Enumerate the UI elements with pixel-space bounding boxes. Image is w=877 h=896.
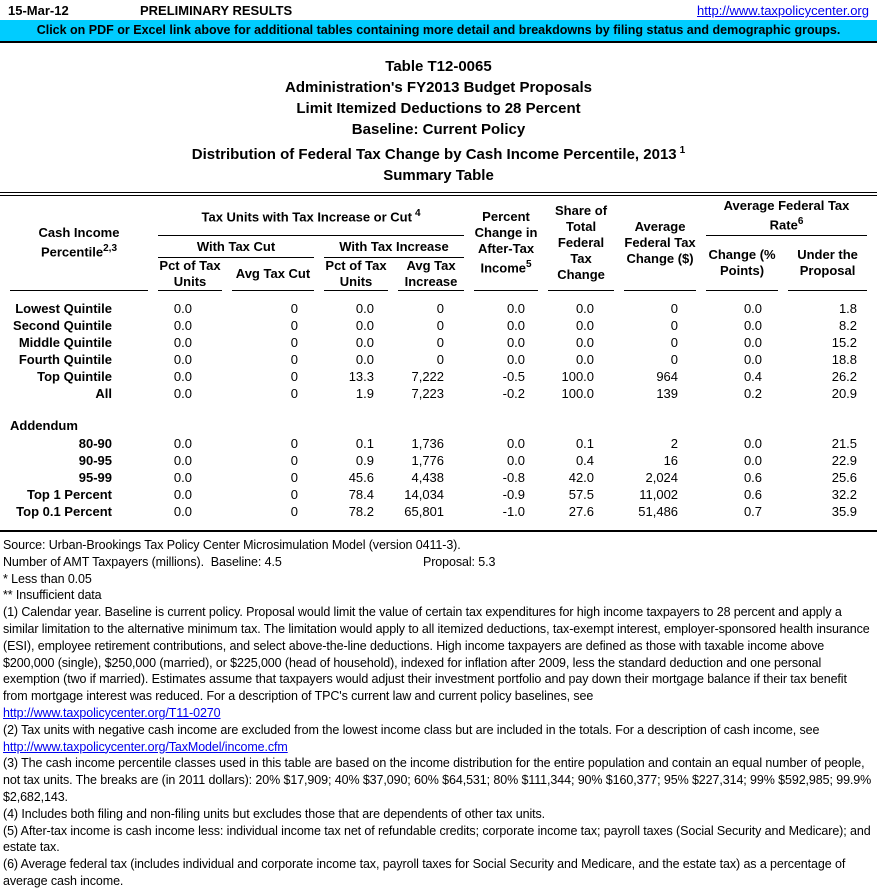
table-row-second-quintile	[10, 317, 867, 334]
cell: -0.5	[502, 369, 526, 384]
cell: 0.0	[173, 335, 192, 350]
cell: 100.0	[561, 369, 595, 384]
cell: 7,222	[411, 369, 445, 384]
cell: 8.2	[838, 318, 858, 333]
group-header-with-tax-cut: With Tax Cut	[158, 236, 314, 258]
cell: 78.2	[348, 504, 374, 519]
row-label: Lowest Quintile	[15, 301, 112, 316]
cell: 0	[670, 335, 679, 350]
cell: 0	[290, 352, 298, 367]
col-header-change-pct-points: Change (% Points)	[706, 236, 778, 291]
table-row-top-1-percent	[10, 486, 867, 503]
cell: 0	[290, 470, 298, 485]
cell: 4,438	[411, 470, 445, 485]
footnote-6: (6) Average federal tax (includes individual and corporate income tax, payroll taxes for Social Security and Medicare, and the estate tax) as a percentage of average cash income.	[3, 857, 846, 888]
cell: 964	[656, 369, 679, 384]
table-row-lowest-quintile	[10, 291, 867, 317]
table-row-middle-quintile	[10, 334, 867, 351]
proposal-title: Administration's FY2013 Budget Proposals	[285, 79, 592, 96]
cell: 11,002	[639, 487, 679, 502]
cell: 0.0	[506, 436, 526, 451]
col-header-pct-of-tax-units-cut: Pct of Tax Units	[159, 258, 221, 289]
col-header-avg-tax-increase: Avg Tax Increase	[398, 258, 464, 291]
group-header-with-tax-increase: With Tax Increase	[324, 236, 464, 258]
baseline-title: Baseline: Current Policy	[351, 121, 526, 138]
row-label: All	[95, 386, 112, 401]
col-header-share-of-total: Share of Total Federal Tax Change	[548, 196, 614, 291]
table-row-80-90	[10, 435, 867, 452]
col-header-pct-change-after-tax-income: Percent Change in After-Tax Income$^5$	[474, 196, 538, 291]
source-note: Source: Urban-Brookings Tax Policy Center Microsimulation Model (version 0411-3).	[3, 538, 461, 552]
footnote-1-link[interactable]: http://www.taxpolicycenter.org/T11-0270	[3, 705, 221, 720]
col-header-cash-income-percentile: Cash Income Percentile$^{2,3}$	[10, 196, 148, 291]
row-label: Top 0.1 Percent	[16, 504, 112, 519]
group-header-avg-federal-tax-rate: Average Federal Tax Rate$^6$	[706, 196, 867, 236]
footnote-ref-1: 1	[679, 145, 686, 156]
cell: 0.0	[173, 487, 192, 502]
cell: -0.9	[502, 487, 526, 502]
table-row-top-quintile	[10, 368, 867, 385]
cell: 0.1	[575, 436, 595, 451]
cell: 0	[290, 453, 298, 468]
cell: 0.7	[743, 504, 763, 519]
cell: -0.8	[502, 470, 526, 485]
cell: 0.0	[173, 301, 192, 316]
summary-table-title: Summary Table	[383, 167, 494, 184]
cell: 45.6	[348, 470, 374, 485]
cell: 0.0	[506, 453, 526, 468]
cell: 0.0	[173, 386, 192, 401]
cell: 0	[436, 318, 445, 333]
banner-text: Click on PDF or Excel link above for additional tables containing more detail and breakdowns by filing status and demographic groups.	[36, 23, 841, 37]
cell: 16	[663, 453, 679, 468]
cell: 1.9	[355, 386, 374, 401]
cell: 0.0	[173, 470, 192, 485]
cell: 35.9	[831, 504, 858, 519]
row-label: Fourth Quintile	[18, 352, 112, 367]
cell: 0	[670, 352, 679, 367]
cell: 0.0	[575, 335, 595, 350]
cell: 42.0	[568, 470, 595, 485]
cell: 2	[670, 436, 679, 451]
row-label: 90-95	[78, 453, 112, 468]
footnote-ref-6: 6	[797, 215, 804, 227]
cell: 0.0	[173, 352, 192, 367]
cell: 14,034	[404, 487, 445, 502]
cell: 0.0	[506, 335, 526, 350]
insufficient-data-note: ** Insufficient data	[3, 588, 102, 603]
cell: 0.0	[506, 318, 526, 333]
cell: 0.0	[173, 436, 192, 451]
report-date: 15-Mar-12	[8, 3, 69, 18]
col-header-under-the-proposal: Under the Proposal	[788, 236, 867, 291]
pdf-excel-banner	[0, 20, 877, 43]
footnote-2-link[interactable]: http://www.taxpolicycenter.org/TaxModel/income.cfm	[3, 739, 288, 754]
col-header-pct-of-tax-units-inc: Pct of Tax Units	[325, 258, 387, 289]
cell: 0.0	[355, 318, 374, 333]
cell: 1.8	[838, 301, 858, 316]
cell: 65,801	[404, 504, 445, 519]
footnote-ref-4: 4	[414, 207, 421, 219]
cell: 0.0	[575, 318, 595, 333]
addendum-header-row	[10, 417, 867, 435]
cell: 18.8	[831, 352, 858, 367]
summary-table	[0, 192, 877, 532]
cell: 32.2	[831, 487, 858, 502]
cell: 0	[290, 369, 298, 384]
cell: 0	[290, 436, 298, 451]
row-label: Middle Quintile	[18, 335, 112, 350]
group-header-tax-units: Tax Units with Tax Increase or Cut $^4$	[158, 196, 464, 236]
amt-taxpayers-note	[3, 554, 874, 571]
table-row-95-99	[10, 469, 867, 486]
cell: 0.0	[173, 453, 192, 468]
footnotes	[0, 537, 877, 896]
cell: 0.9	[355, 453, 374, 468]
cell: 0	[670, 301, 679, 316]
cell: 22.9	[831, 453, 858, 468]
cell: 0	[290, 386, 298, 401]
cell: 21.5	[831, 436, 858, 451]
cell: 0.0	[743, 352, 763, 367]
taxpolicycenter-link[interactable]: http://www.taxpolicycenter.org	[697, 3, 869, 18]
cell: 0.0	[743, 318, 763, 333]
table-row-90-95	[10, 452, 867, 469]
cell: 0.0	[743, 436, 763, 451]
cell: 0.0	[743, 335, 763, 350]
table-row-all	[10, 385, 867, 402]
cell: 27.6	[568, 504, 595, 519]
cell: 51,486	[638, 504, 679, 519]
cell: 78.4	[348, 487, 374, 502]
cell: -1.0	[502, 504, 526, 519]
less-than-note: * Less than 0.05	[3, 571, 92, 586]
cell: 0.0	[173, 504, 192, 519]
col-header-avg-federal-tax-change: Average Federal Tax Change ($)	[624, 196, 696, 291]
cell: 0.0	[506, 352, 526, 367]
cell: 0.0	[173, 369, 192, 384]
cell: 0.0	[355, 352, 374, 367]
cell: 0.4	[743, 369, 763, 384]
table-number-title: Table T12-0065	[385, 58, 492, 75]
cell: 0.1	[355, 436, 374, 451]
cell: 2,024	[645, 470, 679, 485]
cell: 100.0	[561, 386, 595, 401]
footnote-ref-2-3: 2,3	[103, 243, 118, 255]
title-block	[0, 56, 877, 186]
amt-proposal: Proposal: 5.3	[423, 554, 496, 569]
row-label: Top Quintile	[37, 369, 112, 384]
cell: 0.0	[575, 301, 595, 316]
row-label: 95-99	[78, 470, 112, 485]
cell: 0.6	[743, 487, 763, 502]
cell: 0	[436, 352, 445, 367]
addendum-label: Addendum	[10, 418, 78, 433]
cell: 57.5	[568, 487, 595, 502]
cell: 0	[290, 318, 298, 333]
table-header	[10, 196, 867, 291]
cell: 0.2	[743, 386, 763, 401]
table-row-fourth-quintile	[10, 351, 867, 368]
cell: 25.6	[831, 470, 858, 485]
footnote-1: (1) Calendar year. Baseline is current policy. Proposal would limit the value of certain tax expenditures for high income taxpayers to 28 percent and apply a similar limitation to the alternative minimum tax. The limitation would apply to all itemized deductions, tax-exempt interest, employer-sponsored health insurance (ESI), employee retirement contributions, and select above-the-line deductions. High income taxpayers are defined as those with taxable income above $200,000 (single), $250,000 (married), or $225,000 (head of household), indexed for inflation after 2009, less the standard deduction and one personal exemption (two if married). Estimates assume that taxpayers would adjust their investment portfolio and pay down their mortgage balance if their tax benefit from mortgage interest was reduced. For a description of TPC's current law and current policy baselines, see	[3, 605, 870, 704]
cell: 0	[290, 487, 298, 502]
cell: 0.0	[743, 453, 763, 468]
footnote-4: (4) Includes both filing and non-filing units but excludes those that are dependents of other tax units.	[3, 806, 546, 821]
cell: 0.0	[355, 335, 374, 350]
cell: 20.9	[831, 386, 858, 401]
col-header-avg-tax-cut: Avg Tax Cut	[232, 258, 314, 291]
policy-title: Limit Itemized Deductions to 28 Percent	[296, 100, 581, 117]
cell: 7,223	[411, 386, 445, 401]
table-body	[10, 291, 867, 530]
cell: 0	[290, 335, 298, 350]
cell: 0	[290, 504, 298, 519]
cell: 0.0	[506, 301, 526, 316]
cell: 0	[290, 301, 298, 316]
cell: 1,736	[411, 436, 445, 451]
cell: 0	[670, 318, 679, 333]
cell: 0.0	[575, 352, 595, 367]
distribution-title: Distribution of Federal Tax Change by Cash Income Percentile, 2013 $^1$	[191, 145, 686, 163]
cell: 0.4	[575, 453, 595, 468]
footnote-3: (3) The cash income percentile classes used in this table are based on the income distribution for the entire population and contain an equal number of people, not tax units. The breaks are (in 2011 dollars): 20% $17,909; 40% $37,090; 60% $64,531; 80% $111,344; 90% $160,377; 95% $227,314; 99% $592,985; 99.9% $2,682,143.	[3, 756, 872, 804]
amt-baseline: Number of AMT Taxpayers (millions). Baseline: 4.5	[3, 554, 282, 569]
cell: 139	[656, 386, 679, 401]
preliminary-results-label: PRELIMINARY RESULTS	[140, 3, 293, 18]
cell: 26.2	[831, 369, 858, 384]
footnote-ref-5: 5	[526, 259, 532, 271]
footnote-5: (5) After-tax income is cash income less: individual income tax net of refundable credits; corporate income tax; payroll taxes (Social Security and Medicare); and estate tax.	[3, 823, 871, 855]
row-label: Top 1 Percent	[26, 487, 112, 502]
cell: 15.2	[831, 335, 858, 350]
cell: 13.3	[348, 369, 374, 384]
cell: 0.0	[743, 301, 763, 316]
cell: 0.0	[355, 301, 374, 316]
footnote-2: (2) Tax units with negative cash income are excluded from the lowest income class but are included in the totals. For a description of cash income, see	[3, 722, 820, 737]
cell: 0	[436, 301, 445, 316]
table-row-top-01-percent	[10, 503, 867, 530]
row-label: Second Quintile	[13, 318, 112, 333]
cell: 0.0	[173, 318, 192, 333]
top-bar	[0, 0, 877, 20]
cell: 0.6	[743, 470, 763, 485]
cell: -0.2	[502, 386, 526, 401]
row-label: 80-90	[78, 436, 112, 451]
cell: 1,776	[411, 453, 445, 468]
spacer-row	[10, 402, 867, 417]
cell: 0	[436, 335, 445, 350]
